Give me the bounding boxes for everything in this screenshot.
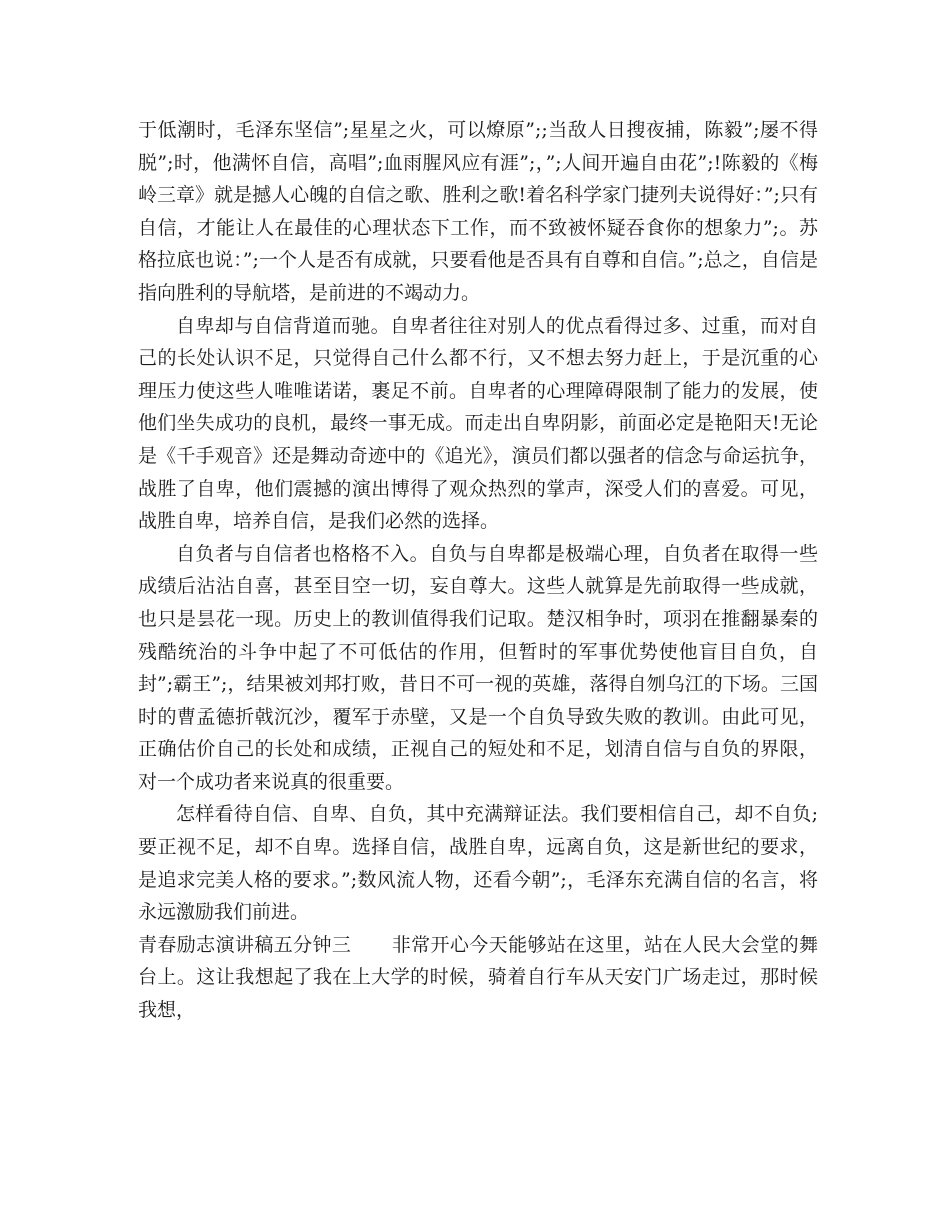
paragraph-2: 自卑却与自信背道而驰。自卑者往往对别人的优点看得过多、过重，而对自己的长处认识不足，只觉得自己什么都不行，又不想去努力赶上，于是沉重的心理压力使这些人唯唯诺诺，裹足不前。自卑者的心理障碍限制了能力的发展，使他们坐失成功的良机，最终一事无成。而走出自卑阴影，前面必定是艳阳天!无论是《千手观音》还是舞动奇迹中的《追光》，演员们都以强者的信念与命运抗争，战胜了自卑，他们震撼的演出博得了观众热烈的掌声，深受人们的喜爱。可见，战胜自卑，培养自信，是我们必然的选择。 [138, 314, 818, 533]
paragraph-1: 于低潮时，毛泽东坚信”;星星之火，可以燎原”;;当敌人日搜夜捕，陈毅”;屡不得脱”;时，他满怀自信，高唱”;血雨腥风应有涯”;，”;人间开遍自由花”;!陈毅的《梅岭三章》就是撼人心魄的自信之歌、胜利之歌!着名科学家门捷列夫说得好：”;只有自信，才能让人在最佳的心理状态下工作，而不致被怀疑吞食你的想象力”;。苏格拉底也说：”;一个人是否有成就，只要看他是否具有自尊和自信。”;总之，自信是指向胜利的导航塔，是前进的不竭动力。 [138, 119, 818, 304]
paragraph-3: 自负者与自信者也格格不入。自负与自卑都是极端心理，自负者在取得一些成绩后沾沾自喜，甚至目空一切，妄自尊大。这些人就算是先前取得一些成就，也只是昙花一现。历史上的教训值得我们记取。楚汉相争时，项羽在推翻暴秦的残酷统治的斗争中起了不可低估的作用，但暂时的军事优势使他盲目自负，自封”;霸王”;，结果被刘邦打败，昔日不可一视的英雄，落得自刎乌江的下场。三国时的曹孟德折戟沉沙，覆军于赤壁，又是一个自负导致失败的教训。由此可见，正确估价自己的长处和成绩，正视自己的短处和不足，划清自信与自负的界限，对一个成功者来说真的很重要。 [138, 542, 818, 793]
section-heading: 青春励志演讲稿五分钟三 [138, 933, 352, 956]
document-body [138, 114, 818, 1027]
paragraph-4: 怎样看待自信、自卑、自负，其中充满辩证法。我们要相信自己，却不自负;要正视不足，却不自卑。选择自信，战胜自卑，远离自负，这是新世纪的要求，是追求完美人格的要求。”;数风流人物，还看今朝”;，毛泽东充满自信的名言，将永远激励我们前进。 [138, 803, 818, 924]
section-text: 非常开心今天能够站在这里，站在人民大会堂的舞台上。这让我想起了我在上大学的时候，骑着自行车从天安门广场走过，那时候我想， [138, 933, 818, 1022]
section-paragraph [138, 929, 818, 1027]
